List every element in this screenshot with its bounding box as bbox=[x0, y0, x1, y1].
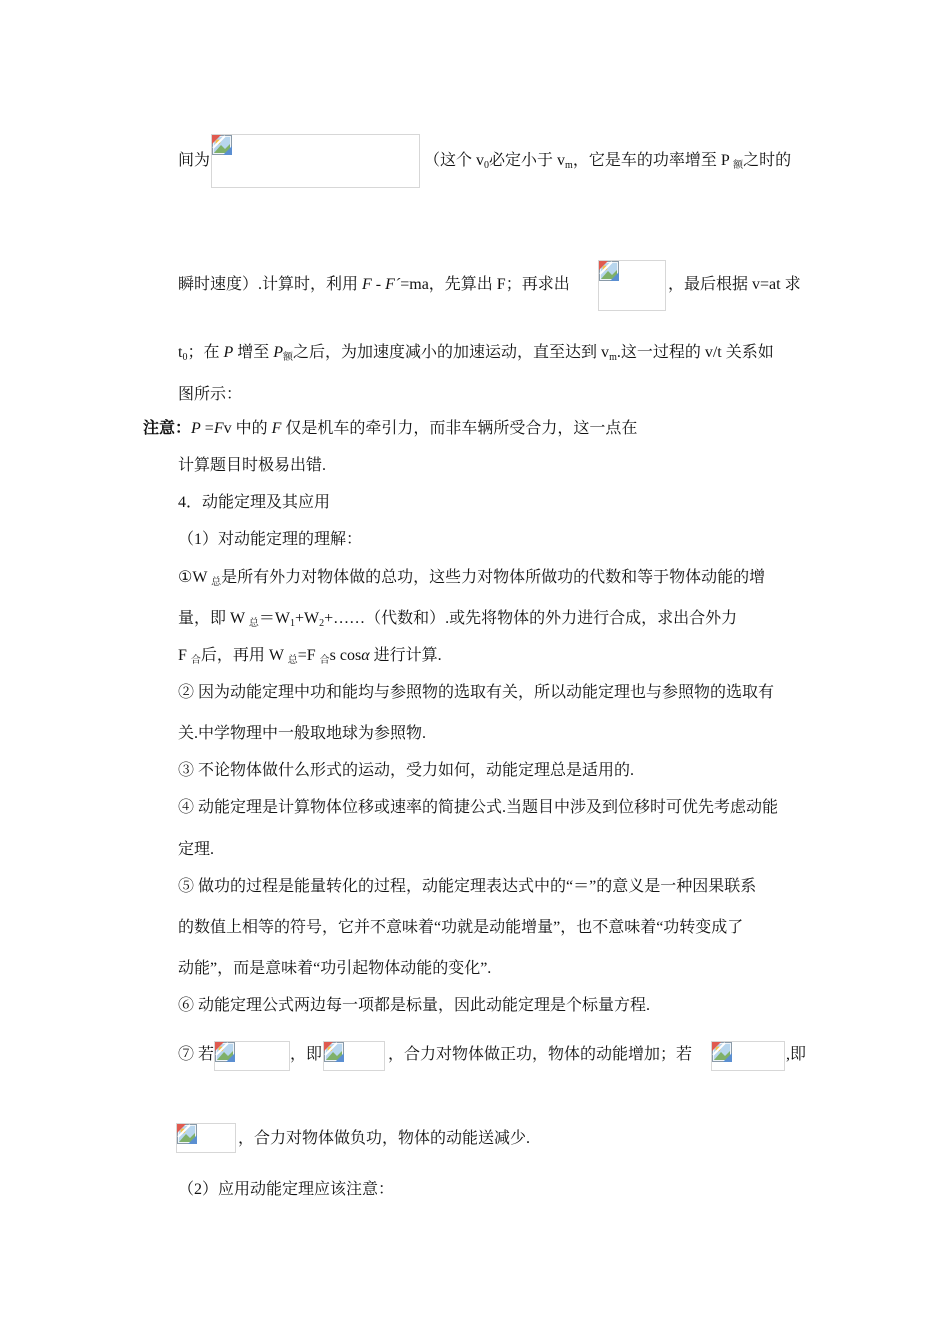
text: （1）对动能定理的理解： bbox=[178, 531, 363, 548]
text: 仅是机车的牵引力，而非车辆所受合力，这一点在 bbox=[281, 420, 638, 437]
text: ，最后根据 v=at 求 bbox=[668, 276, 801, 293]
text: （2）应用动能定理应该注意： bbox=[178, 1181, 395, 1198]
text-line bbox=[668, 275, 801, 295]
text: （这个 v bbox=[424, 152, 485, 169]
text-line bbox=[178, 151, 210, 171]
broken-image-icon bbox=[324, 1042, 344, 1062]
subscript: m bbox=[565, 160, 573, 171]
text: t bbox=[178, 344, 183, 361]
text-line bbox=[178, 840, 214, 860]
text-line bbox=[178, 918, 743, 938]
text: +……（代数和）.或先将物体的外力进行合成，求出合外力 bbox=[324, 610, 738, 627]
text: ⑤ 做功的过程是能量转化的过程，动能定理表达式中的“＝”的意义是一种因果联系 bbox=[178, 878, 757, 895]
broken-image-icon bbox=[177, 1124, 197, 1144]
text: 动能”，而是意味着“功引起物体动能的变化”. bbox=[178, 960, 492, 977]
text: 计算题目时极易出错. bbox=[178, 457, 327, 474]
text: ④ 动能定理是计算物体位移或速率的简捷公式.当题目中涉及到位移时可优先考虑动能 bbox=[178, 799, 779, 816]
text: ③ 不论物体做什么形式的运动，受力如何，动能定理总是适用的. bbox=[178, 762, 635, 779]
text: 的数值上相等的符号，它并不意味着“功就是动能增量”，也不意味着“功转变成了 bbox=[178, 919, 744, 936]
text-line bbox=[178, 385, 242, 405]
text-line bbox=[178, 609, 737, 634]
subscript: 合 bbox=[319, 655, 330, 666]
text: 间为 bbox=[178, 152, 211, 169]
text: ＝W bbox=[258, 610, 290, 627]
image-placeholder bbox=[214, 1041, 290, 1071]
text: 是所有外力对物体做的总功，这些力对物体所做功的代数和等于物体动能的增 bbox=[221, 569, 766, 586]
text: F bbox=[178, 647, 191, 664]
text: 之时的 bbox=[743, 152, 792, 169]
italic-text: F bbox=[362, 276, 372, 293]
subscript: 合 bbox=[190, 655, 201, 666]
broken-image-icon bbox=[212, 135, 232, 155]
italic-text: F bbox=[271, 420, 282, 437]
subscript: 额 bbox=[283, 352, 294, 363]
broken-image-icon bbox=[215, 1042, 235, 1062]
subscript: 0 bbox=[484, 160, 490, 171]
text: ①W bbox=[178, 569, 212, 586]
text-line bbox=[290, 1045, 322, 1065]
subscript: 2 bbox=[319, 618, 325, 629]
text: ,即 bbox=[786, 1046, 807, 1063]
subscript: 0 bbox=[182, 352, 188, 363]
broken-image-icon bbox=[599, 261, 619, 281]
text-line bbox=[238, 1129, 530, 1149]
text: ⑥ 动能定理公式两边每一项都是标量，因此动能定理是个标量方程. bbox=[178, 997, 651, 1014]
text: ，合力对物体做负功，物体的动能送减少. bbox=[238, 1130, 531, 1147]
text-line bbox=[178, 456, 326, 476]
subscript: m bbox=[609, 352, 617, 363]
image-placeholder bbox=[711, 1041, 785, 1071]
italic-text: P bbox=[223, 344, 234, 361]
text-line bbox=[388, 1045, 692, 1065]
italic-text: P bbox=[273, 344, 284, 361]
text: 之后，为加速度减小的加速运动，直至达到 v bbox=[293, 344, 610, 361]
text-line bbox=[424, 151, 791, 176]
text: - bbox=[371, 276, 386, 293]
italic-text: F´ bbox=[385, 276, 401, 293]
text: 增至 bbox=[233, 344, 274, 361]
subscript: 额 bbox=[733, 160, 744, 171]
text-line bbox=[178, 798, 778, 818]
text: 进行计算. bbox=[369, 647, 442, 664]
image-placeholder bbox=[598, 260, 666, 311]
text: 图所示： bbox=[178, 386, 243, 403]
text: 定理. bbox=[178, 841, 215, 858]
text-line bbox=[178, 877, 756, 897]
text-line bbox=[786, 1045, 806, 1065]
text: ② 因为动能定理中功和能均与参照物的选取有关，所以动能定理也与参照物的选取有 bbox=[178, 684, 775, 701]
subscript: 1 bbox=[289, 618, 295, 629]
text: s cos bbox=[329, 647, 362, 664]
text: 后，再用 W bbox=[200, 647, 288, 664]
text: .这一过程的 v/t 关系如 bbox=[616, 344, 774, 361]
text: ，合力对物体做正功，物体的动能增加；若 bbox=[388, 1046, 693, 1063]
italic-text: P bbox=[191, 420, 201, 437]
subsection-heading bbox=[178, 1180, 394, 1200]
section-heading bbox=[178, 493, 330, 513]
image-placeholder bbox=[176, 1123, 236, 1153]
text: 量，即 W bbox=[178, 610, 249, 627]
text: =ma，先算出 F；再求出 bbox=[400, 276, 570, 293]
text: 瞬时速度）.计算时，利用 bbox=[178, 276, 363, 293]
image-placeholder bbox=[211, 134, 420, 188]
text-line bbox=[178, 275, 570, 295]
text: ，它是车的功率增至 P bbox=[572, 152, 734, 169]
subscript: 总 bbox=[248, 618, 259, 629]
text-line bbox=[178, 568, 765, 593]
subscript: 总 bbox=[287, 655, 298, 666]
italic-text: α bbox=[361, 647, 370, 664]
text-line bbox=[178, 1045, 214, 1065]
text: ；在 bbox=[187, 344, 224, 361]
text: ，即 bbox=[290, 1046, 323, 1063]
text-line bbox=[178, 996, 650, 1016]
text: 关.中学物理中一般取地球为参照物. bbox=[178, 725, 427, 742]
subscript: 总 bbox=[211, 577, 222, 588]
broken-image-icon bbox=[712, 1042, 732, 1062]
text: 4．动能定理及其应用 bbox=[178, 494, 331, 511]
text-line bbox=[178, 724, 426, 744]
text-line bbox=[178, 646, 442, 671]
text: ⑦ 若 bbox=[178, 1046, 215, 1063]
note-line bbox=[143, 419, 637, 439]
text-line bbox=[178, 343, 774, 368]
text: v 中的 bbox=[223, 420, 272, 437]
text: 必定小于 v bbox=[489, 152, 566, 169]
text-line bbox=[178, 761, 634, 781]
text: = bbox=[200, 420, 214, 437]
text: +W bbox=[294, 610, 320, 627]
image-placeholder bbox=[323, 1041, 385, 1071]
text: =F bbox=[297, 647, 320, 664]
subsection-heading bbox=[178, 530, 362, 550]
note-label: 注意： bbox=[143, 420, 192, 437]
text-line bbox=[178, 959, 491, 979]
text-line bbox=[178, 683, 774, 703]
italic-text: F bbox=[213, 420, 224, 437]
